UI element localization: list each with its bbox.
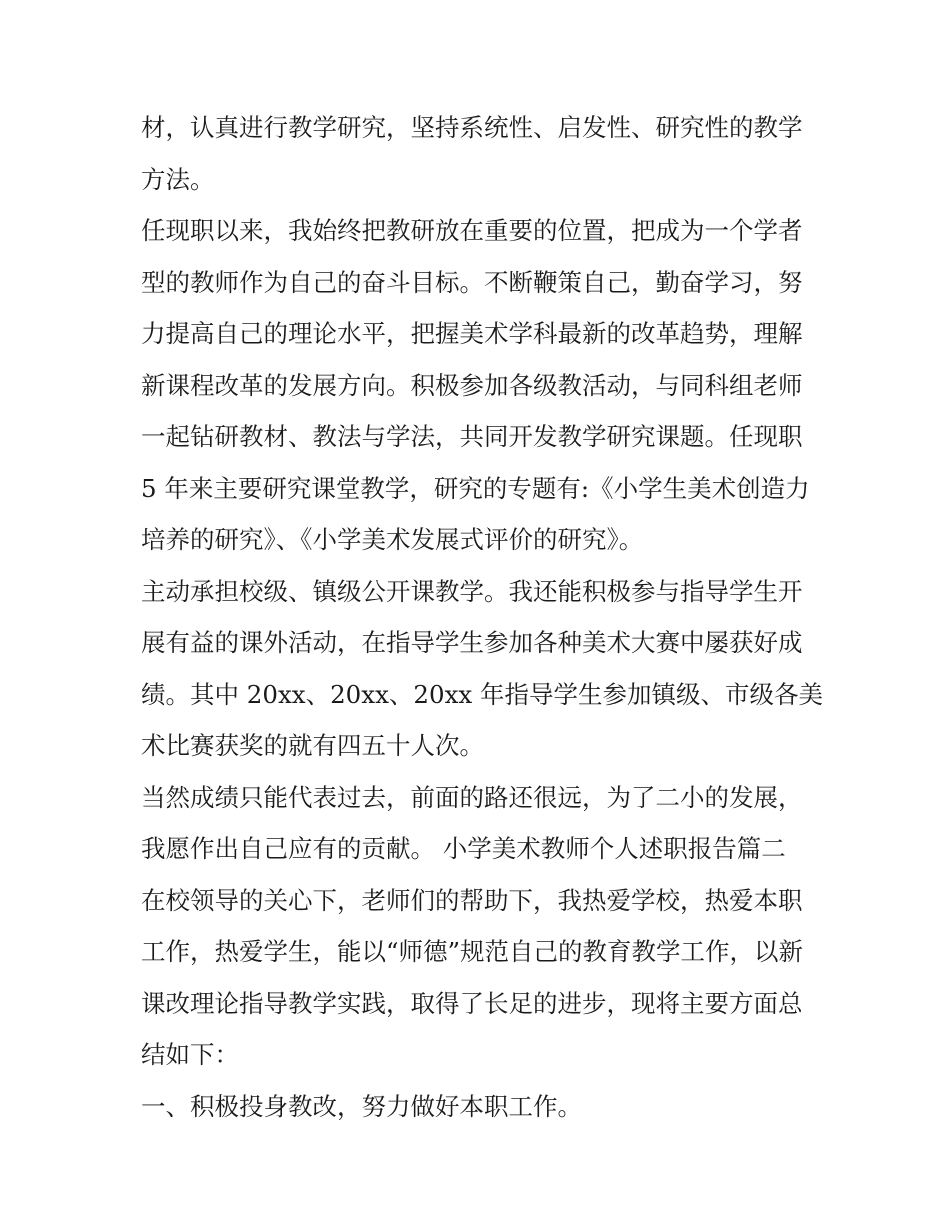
text-line: 展有益的课外活动，在指导学生参加各种美术大赛中屡获好成 (141, 628, 803, 657)
paragraph-start-line: 任现职以来，我始终把教研放在重要的位置，把成为一个学者 (141, 216, 803, 245)
text-line: 课改理论指导教学实践，取得了长足的进步，现将主要方面总 (141, 989, 803, 1018)
text-line: 5 年来主要研究课堂教学，研究的专题有:《小学生美术创造力 (141, 474, 810, 503)
text-line: 我愿作出自己应有的贡献。 小学美术教师个人述职报告篇二 (141, 834, 786, 863)
text-line: 术比赛获奖的就有四五十人次。 (141, 731, 484, 760)
text-line: 材，认真进行教学研究，坚持系统性、启发性、研究性的教学 (141, 113, 803, 142)
text-line: 力提高自己的理论水平，把握美术学科最新的改革趋势，理解 (141, 319, 803, 348)
text-line: 培养的研究》、《小学美术发展式评价的研究》。 (141, 525, 644, 554)
text-line: 新课程改革的发展方向。积极参加各级教活动，与同科组老师 (141, 371, 803, 400)
text-line: 一起钻研教材、教法与学法，共同开发教学研究课题。任现职 (141, 422, 803, 451)
text-line: 结如下： (141, 1040, 239, 1069)
text-line: 工作，热爱学生，能以“师德”规范自己的教育教学工作，以新 (141, 937, 804, 966)
text-line: 型的教师作为自己的奋斗目标。不断鞭策自己，勤奋学习，努 (141, 268, 803, 297)
text-line: 在校领导的关心下，老师们的帮助下，我热爱学校，热爱本职 (141, 886, 803, 915)
section-heading-line: 一、积极投身教改，努力做好本职工作。 (141, 1092, 582, 1121)
paragraph-start-line: 主动承担校级、镇级公开课教学。我还能积极参与指导学生开 (141, 577, 803, 606)
text-line: 绩。其中 20xx、20xx、20xx 年指导学生参加镇级、市级各美 (141, 680, 824, 709)
paragraph-start-line: 当然成绩只能代表过去，前面的路还很远，为了二小的发展， (141, 783, 803, 812)
text-line: 方法。 (141, 165, 215, 194)
